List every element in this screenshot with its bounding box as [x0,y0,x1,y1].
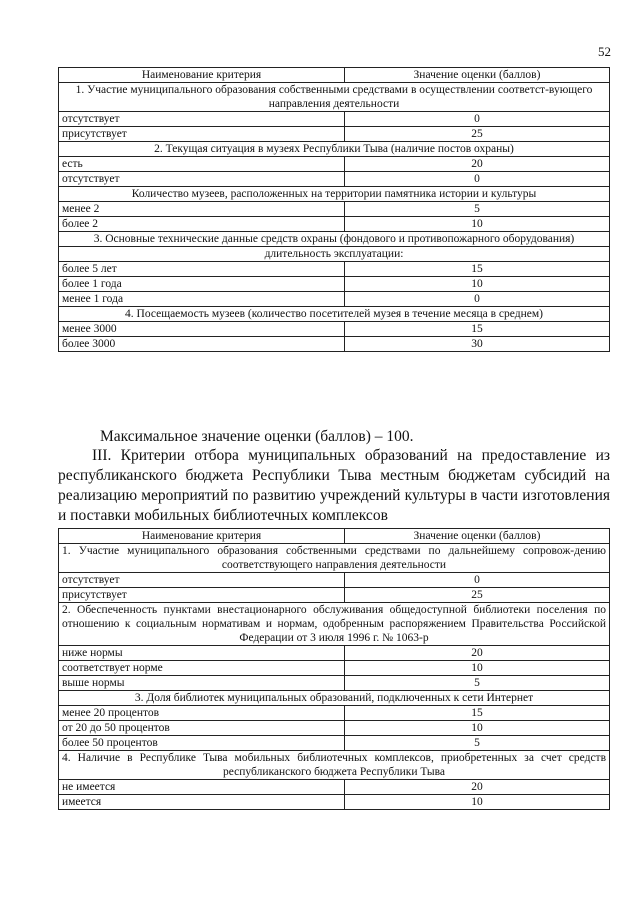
section-title: 4. Посещаемость музеев (количество посетителей музея в течение месяца в среднем) [59,307,610,322]
criterion-value: соответствует норме [59,661,345,676]
score-value: 15 [345,322,610,337]
score-value: 0 [345,112,610,127]
score-value: 20 [345,646,610,661]
criteria-table-museums [58,67,610,352]
section-title: 3. Доля библиотек муниципальных образований, подключенных к сети Интернет [59,691,610,706]
criterion-value: более 5 лет [59,262,345,277]
score-value: 5 [345,676,610,691]
score-value: 10 [345,217,610,232]
section-row [59,307,610,322]
criterion-value: присутствует [59,588,345,603]
section-row [59,232,610,247]
score-value: 15 [345,706,610,721]
criterion-value: менее 3000 [59,322,345,337]
criterion-value: присутствует [59,127,345,142]
section-row [59,187,610,202]
score-value: 5 [345,202,610,217]
criterion-value: более 1 года [59,277,345,292]
table-header-row [59,529,610,544]
table-header-row [59,68,610,83]
criterion-value: имеется [59,795,345,810]
criterion-value: отсутствует [59,573,345,588]
max-score-text: Максимальное значение оценки (баллов) – 100. [100,428,414,445]
section-title: 4. Наличие в Республике Тыва мобильных библиотечных комплексов, приобретенных за счет средств республиканского бюджета Республики Тыва [59,751,610,780]
table-row [59,646,610,661]
score-value: 25 [345,588,610,603]
section-title: 2. Текущая ситуация в музеях Республики Тыва (наличие постов охраны) [59,142,610,157]
table-row [59,112,610,127]
criterion-value: более 3000 [59,337,345,352]
header-criterion: Наименование критерия [59,529,345,544]
criterion-value: не имеется [59,780,345,795]
section-row [59,544,610,573]
table-row [59,277,610,292]
score-value: 20 [345,780,610,795]
criterion-value: отсутствует [59,112,345,127]
table-row [59,780,610,795]
section-title: 1. Участие муниципального образования собственными средствами в осуществлении соответст-вующего направления деятельности [59,83,610,112]
table-row [59,661,610,676]
table-row [59,322,610,337]
score-value: 30 [345,337,610,352]
table-row [59,262,610,277]
table-row [59,127,610,142]
score-value: 10 [345,721,610,736]
section-row [59,751,610,780]
table-row [59,588,610,603]
section-row [59,142,610,157]
table-row [59,292,610,307]
section-row [59,603,610,646]
section-title: 1. Участие муниципального образования собственными средствами по дальнейшему сопровож-дению соответствующего направления деятельности [59,544,610,573]
criterion-value: более 2 [59,217,345,232]
section-title: Количество музеев, расположенных на территории памятника истории и культуры [59,187,610,202]
score-value: 0 [345,292,610,307]
criterion-value: от 20 до 50 процентов [59,721,345,736]
table-row [59,202,610,217]
section-title: 3. Основные технические данные средств охраны (фондового и противопожарного оборудования) [59,232,610,247]
criterion-value: менее 20 процентов [59,706,345,721]
table-row [59,795,610,810]
criterion-value: выше нормы [59,676,345,691]
table-row [59,721,610,736]
table-row [59,706,610,721]
score-value: 15 [345,262,610,277]
table-row [59,217,610,232]
score-value: 25 [345,127,610,142]
score-value: 5 [345,736,610,751]
score-value: 10 [345,661,610,676]
section-row [59,247,610,262]
criteria-table-libraries [58,528,610,810]
table-row [59,736,610,751]
page-number: 52 [598,44,611,59]
section-row [59,691,610,706]
criterion-value: ниже нормы [59,646,345,661]
table-row [59,157,610,172]
criterion-value: есть [59,157,345,172]
header-criterion: Наименование критерия [59,68,345,83]
section-title: 2. Обеспеченность пунктами внестационарного обслуживания общедоступной библиотеки поселения по отношению к социальным нормативам и нормам, одобренным распоряжением Правительства Российской Федерации от 3 июля 1996 г. № 1063-р [59,603,610,646]
score-value: 0 [345,573,610,588]
table-row [59,337,610,352]
score-value: 10 [345,277,610,292]
score-value: 10 [345,795,610,810]
criterion-value: менее 2 [59,202,345,217]
section-title: длительность эксплуатации: [59,247,610,262]
criterion-value: отсутствует [59,172,345,187]
score-value: 20 [345,157,610,172]
criterion-value: более 50 процентов [59,736,345,751]
header-score: Значение оценки (баллов) [345,529,610,544]
criterion-value: менее 1 года [59,292,345,307]
section-row [59,83,610,112]
table-row [59,676,610,691]
table-row [59,172,610,187]
table-row [59,573,610,588]
score-value: 0 [345,172,610,187]
header-score: Значение оценки (баллов) [345,68,610,83]
section-heading: III. Критерии отбора муниципальных образований на предоставление из республиканского бюджета Республики Тыва местным бюджетам субсидий на реализацию мероприятий по развитию учреждений культуры в части изготовления и поставки мобильных библиотечных комплексов [58,447,610,524]
